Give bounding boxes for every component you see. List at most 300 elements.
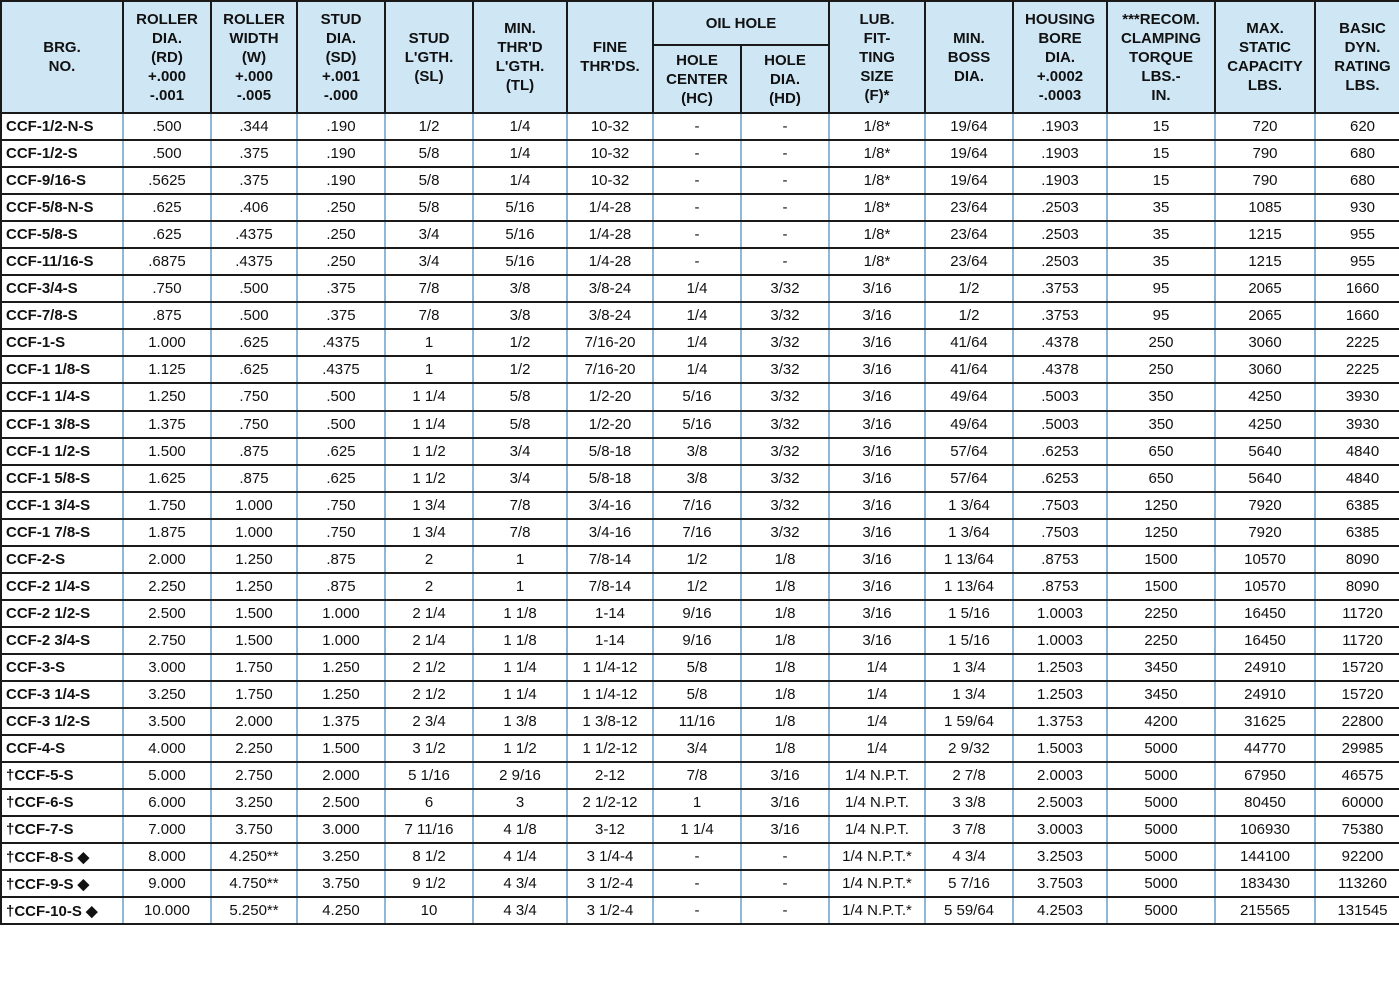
table-cell: .6253 <box>1013 438 1107 465</box>
table-cell: 2.500 <box>123 600 211 627</box>
table-cell: 41/64 <box>925 329 1013 356</box>
table-cell: 75380 <box>1315 816 1399 843</box>
table-cell: 4250 <box>1215 383 1315 410</box>
table-cell: 95 <box>1107 302 1215 329</box>
header-roller-dia: ROLLER DIA. (RD) +.000 -.001 <box>123 1 211 113</box>
table-cell: 8 1/2 <box>385 843 473 870</box>
header-hole-dia: HOLE DIA. (HD) <box>741 45 829 113</box>
table-cell: .250 <box>297 221 385 248</box>
table-row <box>1 221 1399 248</box>
table-cell: .625 <box>297 465 385 492</box>
table-cell: 1/8 <box>741 627 829 654</box>
table-cell: 1-14 <box>567 627 653 654</box>
table-cell: 350 <box>1107 383 1215 410</box>
table-cell: 1 3/8 <box>473 708 567 735</box>
table-cell: 1.000 <box>123 329 211 356</box>
table-row <box>1 113 1399 140</box>
table-cell: 7/8-14 <box>567 546 653 573</box>
table-cell: 3/16 <box>829 356 925 383</box>
table-cell: 1/2 <box>473 356 567 383</box>
bearing-number-cell: CCF-1/2-N-S <box>1 113 123 140</box>
bearing-number-cell: CCF-4-S <box>1 735 123 762</box>
bearing-number-cell: †CCF-10-S ◆ <box>1 897 123 924</box>
table-cell: 1/8 <box>741 600 829 627</box>
table-cell: 5/8 <box>653 654 741 681</box>
table-cell: 1 1/2 <box>385 465 473 492</box>
table-cell: 1/4 <box>653 329 741 356</box>
table-cell: 35 <box>1107 221 1215 248</box>
table-cell: 4 3/4 <box>925 843 1013 870</box>
table-cell: 1/8 <box>741 708 829 735</box>
table-cell: - <box>653 897 741 924</box>
table-cell: 5000 <box>1107 762 1215 789</box>
table-cell: 3.000 <box>123 654 211 681</box>
table-cell: 2 <box>385 573 473 600</box>
table-cell: 1/2 <box>925 302 1013 329</box>
table-cell: 7/16 <box>653 492 741 519</box>
table-cell: 1 5/16 <box>925 627 1013 654</box>
bearing-number-cell: CCF-2 3/4-S <box>1 627 123 654</box>
table-cell: 15 <box>1107 140 1215 167</box>
table-cell: 3.2503 <box>1013 843 1107 870</box>
table-cell: 1 1/2-12 <box>567 735 653 762</box>
table-cell: 3 3/8 <box>925 789 1013 816</box>
table-cell: 35 <box>1107 248 1215 275</box>
table-cell: - <box>653 870 741 897</box>
header-hole-center: HOLE CENTER (HC) <box>653 45 741 113</box>
table-cell: 5000 <box>1107 897 1215 924</box>
table-cell: 1.000 <box>297 627 385 654</box>
table-cell: 3.500 <box>123 708 211 735</box>
table-cell: 10-32 <box>567 167 653 194</box>
table-cell: 5000 <box>1107 789 1215 816</box>
table-cell: 955 <box>1315 221 1399 248</box>
table-cell: 41/64 <box>925 356 1013 383</box>
header-stud-dia: STUD DIA. (SD) +.001 -.000 <box>297 1 385 113</box>
table-row <box>1 140 1399 167</box>
table-cell: .500 <box>211 275 297 302</box>
table-cell: 1/4 N.P.T. <box>829 762 925 789</box>
table-cell: 1 1/4 <box>385 383 473 410</box>
table-cell: .375 <box>297 302 385 329</box>
table-cell: 49/64 <box>925 411 1013 438</box>
table-cell: .750 <box>297 519 385 546</box>
table-cell: .5003 <box>1013 383 1107 410</box>
table-cell: 1/4-28 <box>567 221 653 248</box>
table-cell: 2.750 <box>123 627 211 654</box>
table-cell: 5/8 <box>473 383 567 410</box>
table-cell: 3/16 <box>829 383 925 410</box>
table-cell: 1 1/4-12 <box>567 681 653 708</box>
table-row <box>1 438 1399 465</box>
table-row <box>1 573 1399 600</box>
table-row <box>1 708 1399 735</box>
table-cell: 1.250 <box>123 383 211 410</box>
table-cell: 57/64 <box>925 438 1013 465</box>
table-cell: 1 3/64 <box>925 492 1013 519</box>
table-cell: - <box>653 194 741 221</box>
table-cell: .500 <box>297 383 385 410</box>
table-cell: 1.500 <box>211 627 297 654</box>
table-cell: 7920 <box>1215 492 1315 519</box>
bearing-number-cell: CCF-1 3/8-S <box>1 411 123 438</box>
table-cell: 4.250 <box>297 897 385 924</box>
table-cell: 1660 <box>1315 302 1399 329</box>
table-row <box>1 627 1399 654</box>
table-cell: 1/4 <box>653 275 741 302</box>
table-cell: 8090 <box>1315 573 1399 600</box>
table-cell: 5/16 <box>473 221 567 248</box>
table-cell: 1.3753 <box>1013 708 1107 735</box>
header-min-boss-dia: MIN. BOSS DIA. <box>925 1 1013 113</box>
bearing-number-cell: CCF-9/16-S <box>1 167 123 194</box>
table-cell: 1215 <box>1215 221 1315 248</box>
table-cell: 3/32 <box>741 356 829 383</box>
table-cell: 15720 <box>1315 681 1399 708</box>
table-cell: .250 <box>297 194 385 221</box>
table-cell: 1-14 <box>567 600 653 627</box>
table-cell: .500 <box>297 411 385 438</box>
table-cell: 1215 <box>1215 248 1315 275</box>
table-cell: 2 3/4 <box>385 708 473 735</box>
table-cell: 1/4 <box>653 356 741 383</box>
table-cell: 1/4 <box>829 735 925 762</box>
header-max-static: MAX. STATIC CAPACITY LBS. <box>1215 1 1315 113</box>
header-roller-width: ROLLER WIDTH (W) +.000 -.005 <box>211 1 297 113</box>
table-cell: 3/32 <box>741 329 829 356</box>
table-cell: 1.500 <box>123 438 211 465</box>
table-cell: 7/8 <box>473 519 567 546</box>
table-cell: 1/2-20 <box>567 411 653 438</box>
table-row <box>1 843 1399 870</box>
table-cell: .190 <box>297 113 385 140</box>
table-cell: 1660 <box>1315 275 1399 302</box>
table-cell: 5000 <box>1107 843 1215 870</box>
table-cell: .8753 <box>1013 573 1107 600</box>
table-cell: 1.750 <box>211 681 297 708</box>
table-cell: 1 1/8 <box>473 600 567 627</box>
table-cell: 7/8 <box>473 492 567 519</box>
table-cell: 3/16 <box>829 411 925 438</box>
table-cell: 7/8 <box>653 762 741 789</box>
table-cell: 95 <box>1107 275 1215 302</box>
table-cell: .2503 <box>1013 248 1107 275</box>
table-cell: 3930 <box>1315 411 1399 438</box>
table-cell: 3/32 <box>741 438 829 465</box>
table-cell: 2 9/16 <box>473 762 567 789</box>
table-cell: 3/16 <box>741 762 829 789</box>
table-cell: 2250 <box>1107 600 1215 627</box>
bearing-number-cell: CCF-1 1/2-S <box>1 438 123 465</box>
table-cell: 1/4 <box>829 708 925 735</box>
bearing-number-cell: CCF-1 5/8-S <box>1 465 123 492</box>
table-cell: 5/8-18 <box>567 438 653 465</box>
table-row <box>1 546 1399 573</box>
table-cell: 3/8 <box>653 465 741 492</box>
table-cell: .750 <box>211 383 297 410</box>
table-row <box>1 870 1399 897</box>
table-cell: 22800 <box>1315 708 1399 735</box>
table-cell: 3.750 <box>297 870 385 897</box>
bearing-number-cell: CCF-1 3/4-S <box>1 492 123 519</box>
table-cell: 67950 <box>1215 762 1315 789</box>
table-cell: 6 <box>385 789 473 816</box>
table-cell: .4375 <box>297 356 385 383</box>
table-cell: 23/64 <box>925 194 1013 221</box>
table-cell: 1 3/4 <box>925 654 1013 681</box>
table-cell: 7/8-14 <box>567 573 653 600</box>
table-cell: 680 <box>1315 167 1399 194</box>
table-cell: .750 <box>211 411 297 438</box>
table-cell: .500 <box>211 302 297 329</box>
table-cell: 1.750 <box>123 492 211 519</box>
table-cell: - <box>741 113 829 140</box>
table-row <box>1 383 1399 410</box>
table-cell: 9.000 <box>123 870 211 897</box>
table-cell: 1 59/64 <box>925 708 1013 735</box>
table-cell: 1/8 <box>741 573 829 600</box>
table-cell: .625 <box>123 221 211 248</box>
bearing-number-cell: CCF-5/8-S <box>1 221 123 248</box>
table-cell: 4250 <box>1215 411 1315 438</box>
header-fine-threads: FINE THR'DS. <box>567 1 653 113</box>
table-cell: 5640 <box>1215 438 1315 465</box>
table-cell: 3 1/4-4 <box>567 843 653 870</box>
table-cell: .875 <box>123 302 211 329</box>
table-cell: 930 <box>1315 194 1399 221</box>
table-cell: 5000 <box>1107 735 1215 762</box>
table-cell: 3/32 <box>741 519 829 546</box>
bearing-number-cell: CCF-2 1/4-S <box>1 573 123 600</box>
table-cell: 650 <box>1107 438 1215 465</box>
table-cell: 10 <box>385 897 473 924</box>
table-cell: 3.000 <box>297 816 385 843</box>
table-cell: 7 11/16 <box>385 816 473 843</box>
table-cell: 23/64 <box>925 221 1013 248</box>
table-cell: 2250 <box>1107 627 1215 654</box>
bearing-number-cell: †CCF-8-S ◆ <box>1 843 123 870</box>
table-cell: 680 <box>1315 140 1399 167</box>
table-cell: 2.250 <box>123 573 211 600</box>
table-cell: 1250 <box>1107 492 1215 519</box>
table-cell: 5000 <box>1107 816 1215 843</box>
table-body <box>1 113 1399 924</box>
table-cell: 2 7/8 <box>925 762 1013 789</box>
table-cell: 1 1/8 <box>473 627 567 654</box>
table-cell: 1 1/2 <box>385 438 473 465</box>
table-cell: 1.5003 <box>1013 735 1107 762</box>
table-cell: 7920 <box>1215 519 1315 546</box>
table-cell: 1/8* <box>829 221 925 248</box>
table-row <box>1 519 1399 546</box>
table-cell: 19/64 <box>925 140 1013 167</box>
table-cell: 24910 <box>1215 654 1315 681</box>
table-cell: 1.750 <box>211 654 297 681</box>
bearing-number-cell: CCF-11/16-S <box>1 248 123 275</box>
table-cell: 49/64 <box>925 383 1013 410</box>
table-cell: 1/4 <box>829 681 925 708</box>
table-cell: 3/16 <box>829 275 925 302</box>
table-cell: 8090 <box>1315 546 1399 573</box>
bearing-number-cell: †CCF-5-S <box>1 762 123 789</box>
table-cell: .190 <box>297 140 385 167</box>
table-cell: 3450 <box>1107 681 1215 708</box>
table-cell: - <box>741 167 829 194</box>
table-cell: 1 5/16 <box>925 600 1013 627</box>
table-cell: 1/2 <box>385 113 473 140</box>
table-cell: 1/4 N.P.T.* <box>829 897 925 924</box>
table-cell: 2 1/4 <box>385 627 473 654</box>
table-cell: 1 3/8-12 <box>567 708 653 735</box>
table-cell: .1903 <box>1013 140 1107 167</box>
table-cell: 2225 <box>1315 329 1399 356</box>
table-cell: .3753 <box>1013 275 1107 302</box>
table-row <box>1 492 1399 519</box>
table-cell: 3930 <box>1315 383 1399 410</box>
table-cell: 5 7/16 <box>925 870 1013 897</box>
table-cell: 5.250** <box>211 897 297 924</box>
table-cell: 2.5003 <box>1013 789 1107 816</box>
table-cell: 5/8-18 <box>567 465 653 492</box>
table-row <box>1 465 1399 492</box>
table-cell: 1/4 N.P.T.* <box>829 843 925 870</box>
table-cell: 9/16 <box>653 627 741 654</box>
table-cell: - <box>741 843 829 870</box>
table-cell: 106930 <box>1215 816 1315 843</box>
table-cell: 1.625 <box>123 465 211 492</box>
table-cell: 2225 <box>1315 356 1399 383</box>
table-cell: 3.750 <box>211 816 297 843</box>
table-cell: 1.2503 <box>1013 654 1107 681</box>
table-cell: .4378 <box>1013 329 1107 356</box>
table-cell: 1/8* <box>829 113 925 140</box>
table-row <box>1 411 1399 438</box>
table-cell: 4.2503 <box>1013 897 1107 924</box>
table-cell: .344 <box>211 113 297 140</box>
table-cell: .750 <box>297 492 385 519</box>
table-cell: 3/16 <box>829 329 925 356</box>
table-cell: 1 1/4 <box>385 411 473 438</box>
table-cell: 1/4-28 <box>567 194 653 221</box>
table-cell: .375 <box>211 140 297 167</box>
header-stud-length: STUD L'GTH. (SL) <box>385 1 473 113</box>
table-cell: 2.250 <box>211 735 297 762</box>
table-cell: 11/16 <box>653 708 741 735</box>
table-cell: 1/2 <box>473 329 567 356</box>
table-cell: 1/2 <box>925 275 1013 302</box>
table-cell: 3.250 <box>123 681 211 708</box>
table-cell: 1/4 N.P.T.* <box>829 870 925 897</box>
table-cell: 3/16 <box>829 492 925 519</box>
table-cell: 5/8 <box>385 194 473 221</box>
table-cell: 131545 <box>1315 897 1399 924</box>
table-cell: 3.250 <box>211 789 297 816</box>
bearing-number-cell: CCF-1/2-S <box>1 140 123 167</box>
table-cell: 3 1/2 <box>385 735 473 762</box>
table-cell: - <box>741 140 829 167</box>
table-cell: - <box>653 113 741 140</box>
table-cell: 1 <box>385 329 473 356</box>
table-cell: 5000 <box>1107 870 1215 897</box>
table-cell: 4 1/8 <box>473 816 567 843</box>
table-cell: 1.0003 <box>1013 600 1107 627</box>
table-cell: 1.500 <box>297 735 385 762</box>
bearing-number-cell: †CCF-9-S ◆ <box>1 870 123 897</box>
table-cell: 3.250 <box>297 843 385 870</box>
table-cell: .625 <box>123 194 211 221</box>
table-cell: .4378 <box>1013 356 1107 383</box>
table-cell: 955 <box>1315 248 1399 275</box>
table-cell: .875 <box>211 438 297 465</box>
table-cell: 3/16 <box>829 573 925 600</box>
bearing-number-cell: CCF-1-S <box>1 329 123 356</box>
table-cell: 15720 <box>1315 654 1399 681</box>
table-cell: 3/16 <box>829 600 925 627</box>
table-cell: 3060 <box>1215 356 1315 383</box>
table-row <box>1 248 1399 275</box>
table-row <box>1 329 1399 356</box>
table-cell: 9 1/2 <box>385 870 473 897</box>
table-cell: 4.250** <box>211 843 297 870</box>
bearing-number-cell: CCF-1 7/8-S <box>1 519 123 546</box>
table-cell: 1500 <box>1107 546 1215 573</box>
table-cell: 7.000 <box>123 816 211 843</box>
table-cell: 3.0003 <box>1013 816 1107 843</box>
table-cell: 92200 <box>1315 843 1399 870</box>
table-cell: 720 <box>1215 113 1315 140</box>
table-cell: 3450 <box>1107 654 1215 681</box>
table-cell: .7503 <box>1013 492 1107 519</box>
table-cell: 3/16 <box>741 789 829 816</box>
table-cell: 6385 <box>1315 519 1399 546</box>
table-cell: 5/8 <box>385 167 473 194</box>
table-row <box>1 194 1399 221</box>
table-cell: 5/8 <box>385 140 473 167</box>
table-cell: 7/8 <box>385 302 473 329</box>
table-cell: 350 <box>1107 411 1215 438</box>
bearing-number-cell: CCF-5/8-N-S <box>1 194 123 221</box>
table-cell: 3/4-16 <box>567 519 653 546</box>
table-cell: 6385 <box>1315 492 1399 519</box>
table-cell: 7/8 <box>385 275 473 302</box>
table-cell: 10-32 <box>567 113 653 140</box>
table-cell: 1/2 <box>653 546 741 573</box>
table-cell: 1.875 <box>123 519 211 546</box>
table-cell: 3/8 <box>473 275 567 302</box>
header-lub-fitting: LUB. FIT- TING SIZE (F)* <box>829 1 925 113</box>
table-cell: 2 9/32 <box>925 735 1013 762</box>
table-cell: .6875 <box>123 248 211 275</box>
table-cell: 1 3/4 <box>385 519 473 546</box>
table-cell: 1/4 <box>653 302 741 329</box>
table-cell: 5/8 <box>473 411 567 438</box>
table-cell: 3/4 <box>385 248 473 275</box>
table-cell: 3 1/2-4 <box>567 897 653 924</box>
table-cell: 7/16-20 <box>567 356 653 383</box>
table-cell: 1 1/4 <box>653 816 741 843</box>
table-cell: 1.2503 <box>1013 681 1107 708</box>
table-cell: 2-12 <box>567 762 653 789</box>
table-cell: 1.250 <box>297 654 385 681</box>
table-cell: .6253 <box>1013 465 1107 492</box>
table-cell: 2.000 <box>297 762 385 789</box>
table-row <box>1 681 1399 708</box>
table-cell: 790 <box>1215 167 1315 194</box>
table-cell: 1085 <box>1215 194 1315 221</box>
table-cell: 46575 <box>1315 762 1399 789</box>
table-cell: .1903 <box>1013 113 1107 140</box>
table-cell: 8.000 <box>123 843 211 870</box>
